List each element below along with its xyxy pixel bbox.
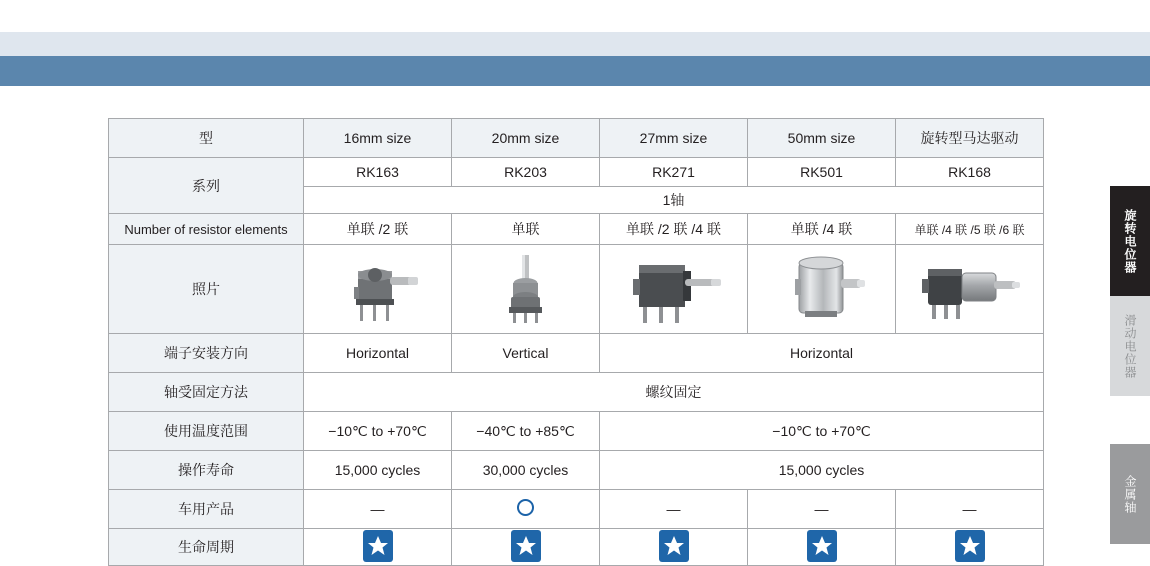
table-row-series [109, 158, 1044, 187]
photo-container [600, 245, 747, 333]
table-row-life-cycle [109, 529, 1044, 566]
resistor-elements-value-4: 单联 /4 联 [748, 214, 896, 245]
row-label-terminal-direction: 端子安装方向 [109, 334, 304, 373]
table-row-terminal-direction [109, 334, 1044, 373]
temperature-value-345: −10℃ to +70℃ [600, 412, 1044, 451]
side-tab-label: 金属轴 [1123, 474, 1137, 514]
column-header-size-2: 20mm size [452, 119, 600, 158]
side-tab-rotary-potentiometer[interactable] [1110, 186, 1150, 296]
automotive-value-3: — [600, 490, 748, 529]
automotive-value-1: — [304, 490, 452, 529]
photo-container [896, 245, 1043, 333]
automotive-value-5: — [896, 490, 1044, 529]
star-badge-icon [807, 530, 837, 562]
row-label-series: 系列 [109, 158, 304, 214]
operating-life-value-345: 15,000 cycles [600, 451, 1044, 490]
side-tab-metal-shaft[interactable] [1110, 444, 1150, 544]
table-row-automotive [109, 490, 1044, 529]
side-tab-label: 滑动电位器 [1123, 313, 1137, 379]
resistor-elements-value-2: 单联 [452, 214, 600, 245]
resistor-elements-value-3: 单联 /2 联 /4 联 [600, 214, 748, 245]
column-header-size-5: 旋转型马达驱动 [896, 119, 1044, 158]
potentiometer-27mm-icon [619, 249, 729, 329]
row-label-temperature-range: 使用温度范围 [109, 412, 304, 451]
life-cycle-value-2 [452, 529, 600, 566]
life-cycle-value-4 [748, 529, 896, 566]
header-band-gap [0, 86, 1150, 88]
table-row-temperature-range [109, 412, 1044, 451]
column-header-size-3: 27mm size [600, 119, 748, 158]
side-tab-slide-potentiometer[interactable] [1110, 296, 1150, 396]
automotive-value-4: — [748, 490, 896, 529]
star-badge-icon [511, 530, 541, 562]
series-value-2: RK203 [452, 158, 600, 187]
potentiometer-20mm-icon [491, 249, 561, 329]
side-tab-group [1110, 186, 1150, 544]
photo-container [304, 245, 451, 333]
operating-life-value-2: 30,000 cycles [452, 451, 600, 490]
potentiometer-16mm-icon [330, 249, 426, 329]
photo-container [452, 245, 599, 333]
row-label-life-cycle: 生命周期 [109, 529, 304, 566]
potentiometer-50mm-photo [748, 245, 896, 334]
star-badge-icon [363, 530, 393, 562]
series-value-3: RK271 [600, 158, 748, 187]
row-label-resistor-elements: Number of resistor elements [109, 214, 304, 245]
series-value-5: RK168 [896, 158, 1044, 187]
operating-life-value-1: 15,000 cycles [304, 451, 452, 490]
temperature-value-2: −40℃ to +85℃ [452, 412, 600, 451]
photo-container [748, 245, 895, 333]
potentiometer-motor-drive-icon [912, 249, 1028, 329]
row-label-operating-life: 操作寿命 [109, 451, 304, 490]
series-value-4: RK501 [748, 158, 896, 187]
potentiometer-20mm-photo [452, 245, 600, 334]
automotive-value-2 [452, 490, 600, 529]
potentiometer-16mm-photo [304, 245, 452, 334]
potentiometer-50mm-icon [777, 249, 867, 329]
row-label-automotive: 车用产品 [109, 490, 304, 529]
life-cycle-value-1 [304, 529, 452, 566]
row-label-photo: 照片 [109, 245, 304, 334]
series-value-1: RK163 [304, 158, 452, 187]
table-row-resistor-elements [109, 214, 1044, 245]
life-cycle-value-5 [896, 529, 1044, 566]
star-badge-icon [659, 530, 689, 562]
axis-value: 1轴 [304, 187, 1044, 214]
row-label-type: 型 [109, 119, 304, 158]
table-row-type [109, 119, 1044, 158]
side-tab-label: 旋转电位器 [1123, 208, 1137, 274]
specification-table-wrapper [108, 118, 1043, 566]
header-band-light [0, 32, 1150, 56]
life-cycle-value-3 [600, 529, 748, 566]
specification-table [108, 118, 1044, 566]
header-band-blue [0, 56, 1150, 86]
resistor-elements-value-5: 单联 /4 联 /5 联 /6 联 [896, 214, 1044, 245]
resistor-elements-value-1: 单联 /2 联 [304, 214, 452, 245]
potentiometer-motor-drive-photo [896, 245, 1044, 334]
terminal-direction-value-1: Horizontal [304, 334, 452, 373]
terminal-direction-value-2: Vertical [452, 334, 600, 373]
column-header-size-1: 16mm size [304, 119, 452, 158]
shaft-fixing-value: 螺纹固定 [304, 373, 1044, 412]
row-label-shaft-fixing: 轴受固定方法 [109, 373, 304, 412]
circle-mark-icon [517, 499, 534, 516]
star-badge-icon [955, 530, 985, 562]
table-row-shaft-fixing [109, 373, 1044, 412]
temperature-value-1: −10℃ to +70℃ [304, 412, 452, 451]
table-row-photo [109, 245, 1044, 334]
table-row-operating-life [109, 451, 1044, 490]
potentiometer-27mm-photo [600, 245, 748, 334]
column-header-size-4: 50mm size [748, 119, 896, 158]
terminal-direction-value-345: Horizontal [600, 334, 1044, 373]
